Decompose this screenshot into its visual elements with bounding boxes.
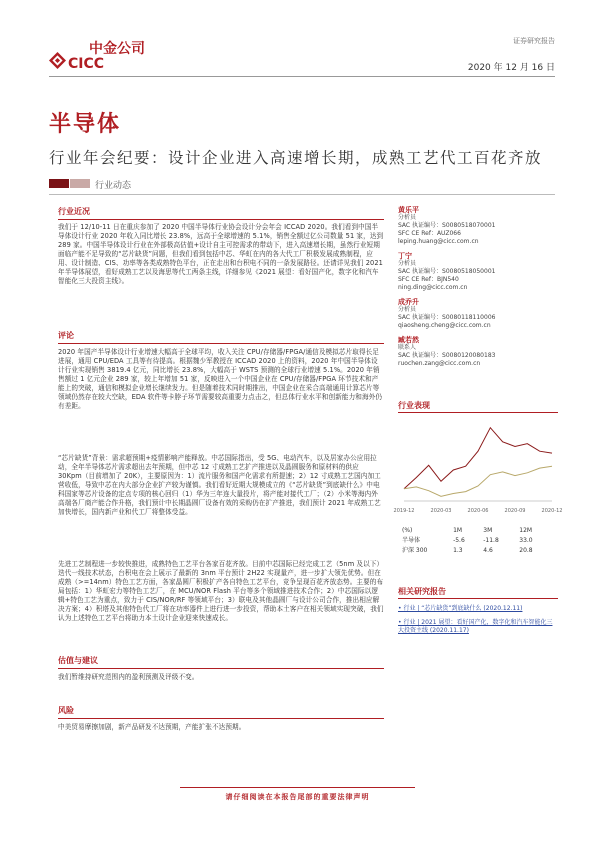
analyst-detail: qiaosheng.cheng@cicc.com.cn xyxy=(398,322,491,329)
related-link[interactable]: • 行业 | 2021 展望：看好国产化，数字化和汽车智能化三大投资主线 (2020.11.17) xyxy=(398,619,553,634)
analyst-card xyxy=(398,336,558,368)
tag-marker xyxy=(49,179,69,188)
analyst-detail: SAC 执证编号：S0080518050001 xyxy=(398,268,496,275)
analyst-title: 分析员 xyxy=(398,306,417,313)
comment-paragraph-2: “芯片缺货”背景：需求超预期+疫情影响产能释放。中芯国际指出，受 5G、电动汽车，以及居家办公应用拉动，全年半导体芯片需求超出去年预期，但中芯 12 寸成熟工艺扩产推进以及晶圆服务和原材料的供应 30Kpm（目前增加了 20K），主要原因为：1）流片服务和国产化需求有所提速；2）12 寸成熟工艺国内加工营收低，导致中芯在内大部分企业扩产较为谨慎。我们看好近期大规模成立的《“芯片缺货”到底缺什么》中电科国家等芯片设备的定点专项的核心回归（1）华为三年连大量投片，将产能对接代工厂；（2）小米等海内外高端各厂商产能合作升格，我们预计中长期晶圆厂设备有效的采购仍在扩产推进，我们预计 2021 年成熟工艺加快增长，国内新产业和代工厂将整体受益。 xyxy=(58,454,381,516)
x-tick-label: 2019-12 xyxy=(393,508,415,514)
related-link[interactable]: • 行业 | “芯片缺货”到底缺什么 (2020.12.11) xyxy=(398,605,523,612)
table-cell: 20.8 xyxy=(519,547,533,554)
series-line-1 xyxy=(404,466,552,496)
table-row xyxy=(398,546,548,556)
analyst-detail: SFC CE Ref：BJN540 xyxy=(398,276,459,283)
risk-section xyxy=(58,705,384,732)
table-header: (%) xyxy=(402,527,413,534)
report-headline: 行业年会纪要：设计企业进入高速增长期，成熟工艺代工百花齐放 xyxy=(49,149,543,167)
section-underline xyxy=(58,718,384,719)
sector-title: 半导体 xyxy=(49,112,122,137)
estimate-section xyxy=(58,655,384,682)
header-divider xyxy=(49,76,555,77)
analyst-title: 分析员 xyxy=(398,260,417,267)
comment-paragraph-1: 2020 年国产半导体设计行业增速大幅高于全球平均，收入关注 CPU/存储器/FPGA/通信及模拟芯片取得长足进展，通用 CPU/EDA 工具等有待提高。根据魏少军教授在 ICCAD 2020 上的资料，2020 年中国半导体设计行业实现销售 3819.4 亿元，同比增长 23.8%，大幅高于 WSTS 预测的全球行业增速 5.1%。2020 年销售额过 1 亿元企业 289 家，较上年增加 51 家，反映进入一个中国企业在 CPU/存储器/FPGA 环节技术和产能上的突破，通信和模拟企业增长继续发力。但是随着技术同时期推出，中国企业在采合高端通用计算芯片等领域仍然存在较大空缺，EDA 软件等卡脖子环节需要较高重要力点击之，但总体行业水平和创新能力和海外仍有差距。 xyxy=(58,348,383,410)
estimate-text: 我们暂维持研究范围内的盈利预测及评级不变。 xyxy=(58,673,199,681)
analyst-detail: SAC 执证编号：S0080120080183 xyxy=(398,352,496,359)
tag-marker-light xyxy=(70,179,90,188)
analyst-name: 成乔升 xyxy=(398,298,419,306)
report-tag: 行业动态 xyxy=(95,181,132,191)
report-type: 证券研究报告 xyxy=(513,37,555,45)
analyst-card xyxy=(398,252,558,292)
analyst-detail: SAC 执证编号：S0080118110006 xyxy=(398,314,496,321)
section-heading: 行业近况 xyxy=(58,207,90,216)
analyst-detail: SFC CE Ref：AUZ066 xyxy=(398,230,461,237)
table-cell: 半导体 xyxy=(402,537,421,544)
analyst-card xyxy=(398,298,558,330)
overview-text: 我们于 12/10-11 日在重庆参加了 2020 中国半导体行业协会设计分会年会 ICCAD 2020。我们看到中国半导体设计行业 2020 年收入同比增长 23.8%，远高于全球增速的 5.1%，销售全额过亿公司数量 51 家，达到 289 家。中国半导体设计行业在外部极高估值+设计自主可控需求的带动下，进入高速增长期，虽然行业短期面临产能不足导致的“芯片缺货”问题，但我们看到包括中芯、华虹在内的各大代工厂积极发展成熟制程，应用、设计制造、CIS、功率等各类成熟特色平台，正在走出和台积电不同的一条发展路径。还请详见我们 2021 年半导体展望，看好成熟工艺以及海思等代工两条主线，详细参见《2021 展望：看好国产化，数字化和汽车智能化三大投资主线》。 xyxy=(58,223,384,285)
table-header: 1M xyxy=(453,527,463,534)
report-date: 2020 年 12 月 16 日 xyxy=(467,63,555,73)
section-heading: 风险 xyxy=(58,706,74,715)
section-underline xyxy=(398,412,558,413)
table-cell: 33.0 xyxy=(519,537,533,544)
x-tick-label: 2020-06 xyxy=(467,508,489,514)
comment-paragraph-3: 先进工艺制程进一步较快推进，成熟特色工艺平台各家百花齐放。目前中芯国际已经完成工艺（5nm 及以下）迭代一线技术状态，台积电在会上展示了最新的 3nm 平台预计 2H22 实现量产，进一步扩大领先优势。但在成熟（>=14nm）特色工艺方面，各家晶圆厂积极扩产各自特色工艺平台，竞争呈现百花齐放态势。主要的布局包括：1）华虹宏力等特色工艺厂，在 MCU/NOR Flash 平台等多个领域推进技术合作；2）中芯国际以逻辑+特色工艺为重点，致力于 CIS/NOR/RF 等领域平台；3）联电及其他晶圆厂与设计公司合作，推出相应解决方案；4）积塔及其他特色代工厂将在功率器件上进行进一步投资，帮助本土客户在相关领域实现突破，我们认为上述特色工艺平台将助力本土设计企业迎来快速成长。 xyxy=(58,560,384,622)
series-line-0 xyxy=(404,428,552,489)
market-section xyxy=(393,401,563,556)
section-underline xyxy=(58,219,384,220)
analyst-name: 黄乐平 xyxy=(398,206,419,214)
analyst-list xyxy=(398,206,558,374)
section-underline xyxy=(58,343,384,344)
table-header: 3M xyxy=(483,527,493,534)
table-header-row xyxy=(398,526,548,536)
x-tick-label: 2020-03 xyxy=(430,508,452,514)
analyst-detail: ning.ding@cicc.com.cn xyxy=(398,284,468,291)
x-tick-label: 2020-12 xyxy=(541,508,563,514)
analyst-detail: leping.huang@cicc.com.cn xyxy=(398,238,479,245)
cicc-logo-icon xyxy=(49,52,66,69)
analyst-title: 联系人 xyxy=(398,344,417,351)
legal-notice: 请仔细阅读在本报告尾部的重要法律声明 xyxy=(225,793,370,801)
table-cell: 沪深 300 xyxy=(402,547,428,554)
section-heading: 估值与建议 xyxy=(58,656,98,665)
analyst-detail: SAC 执证编号：S0080518070001 xyxy=(398,222,496,229)
section-underline xyxy=(58,668,384,669)
market-title: 行业表现 xyxy=(398,401,430,410)
market-table xyxy=(398,526,548,556)
logo-cn: 中金公司 xyxy=(89,41,145,57)
risk-text: 中美贸易摩擦加剧，新产品研发不达预期，产能扩张不达预期。 xyxy=(58,723,246,731)
comment-section xyxy=(58,330,384,660)
table-header: 12M xyxy=(519,527,533,534)
table-row xyxy=(398,536,548,546)
logo-en: CICC xyxy=(68,56,105,72)
analyst-title: 分析员 xyxy=(398,214,417,221)
analyst-detail: ruochen.zang@cicc.com.cn xyxy=(398,360,481,367)
x-tick-label: 2020-09 xyxy=(504,508,526,514)
analyst-name: 丁宁 xyxy=(398,252,412,260)
overview-section xyxy=(58,206,384,313)
section-underline xyxy=(398,598,558,599)
analyst-name: 臧若然 xyxy=(398,336,419,344)
section-heading: 评论 xyxy=(58,331,74,340)
table-cell: 4.6 xyxy=(483,547,493,554)
analyst-card xyxy=(398,206,558,246)
table-cell: 1.3 xyxy=(453,547,463,554)
table-cell: -11.8 xyxy=(483,537,499,544)
tag-divider xyxy=(49,194,555,195)
footer-divider xyxy=(180,787,415,788)
table-cell: -5.6 xyxy=(453,537,465,544)
related-section xyxy=(398,588,558,635)
related-title: 相关研究报告 xyxy=(398,587,446,596)
market-chart xyxy=(393,417,563,517)
